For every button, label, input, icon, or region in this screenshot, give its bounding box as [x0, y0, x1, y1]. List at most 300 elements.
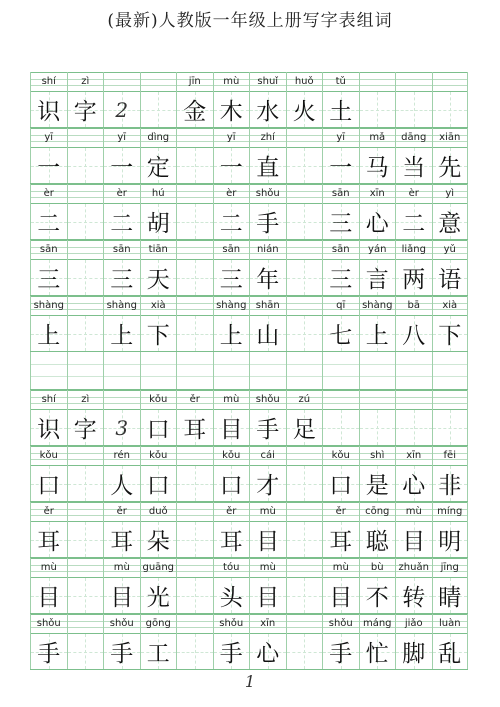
- pinyin-cell: [322, 390, 359, 410]
- character-cell: [359, 316, 396, 351]
- character-cell: [67, 260, 104, 295]
- character-cell: [249, 410, 286, 445]
- pinyin-cell: [359, 558, 396, 578]
- pinyin-cell: [176, 614, 213, 634]
- pinyin-text: zú: [298, 394, 311, 405]
- character-text: 心: [365, 211, 389, 237]
- pinyin-cell: [176, 184, 213, 204]
- character-text: 乱: [438, 641, 462, 667]
- pinyin-cell: [249, 614, 286, 634]
- pinyin-cell: [103, 446, 140, 466]
- character-row: [30, 410, 468, 446]
- pinyin-cell: [322, 502, 359, 522]
- pinyin-text: cōng: [365, 506, 390, 517]
- character-cell: [140, 410, 177, 445]
- pinyin-cell: [103, 184, 140, 204]
- character-cell: [213, 522, 250, 557]
- pinyin-text: dìng: [147, 132, 170, 143]
- pinyin-text: shuǐ: [257, 76, 279, 87]
- character-row: [30, 148, 468, 184]
- character-cell: [395, 148, 432, 183]
- pinyin-text: sān: [331, 188, 350, 199]
- character-row: [30, 204, 468, 240]
- character-cell: [249, 204, 286, 239]
- pinyin-text: èr: [226, 188, 237, 199]
- character-cell: [67, 204, 104, 239]
- character-cell: [322, 466, 359, 501]
- pinyin-cell: [67, 240, 104, 260]
- character-cell: [176, 578, 213, 613]
- character-cell: [322, 522, 359, 557]
- character-cell: [30, 466, 67, 501]
- pinyin-text: sān: [331, 244, 350, 255]
- pinyin-cell: [322, 614, 359, 634]
- character-text: 目: [402, 529, 426, 555]
- pinyin-cell: [103, 296, 140, 316]
- pinyin-cell: [103, 614, 140, 634]
- pinyin-text: rén: [113, 450, 130, 461]
- character-cell: [103, 204, 140, 239]
- pinyin-text: shǒu: [219, 618, 244, 629]
- character-text: 头: [219, 585, 243, 611]
- character-text: 目: [256, 585, 280, 611]
- pinyin-cell: [286, 502, 323, 522]
- character-cell: [140, 260, 177, 295]
- pinyin-text: shǒu: [255, 188, 280, 199]
- character-cell: [286, 148, 323, 183]
- pinyin-text: shǒu: [109, 618, 134, 629]
- pinyin-text: ěr: [226, 506, 237, 517]
- character-text: 马: [365, 155, 389, 181]
- pinyin-row: [30, 184, 468, 204]
- character-text: 上: [365, 323, 389, 349]
- character-text: 目: [219, 417, 243, 443]
- pinyin-text: dāng: [401, 132, 427, 143]
- pinyin-cell: [286, 558, 323, 578]
- pinyin-cell: [67, 390, 104, 410]
- pinyin-cell: [213, 390, 250, 410]
- character-cell: [213, 316, 250, 351]
- pinyin-cell: [249, 446, 286, 466]
- pinyin-text: ěr: [335, 506, 346, 517]
- pinyin-cell: [140, 446, 177, 466]
- pinyin-text: ěr: [116, 506, 127, 517]
- character-text: 耳: [183, 417, 207, 443]
- character-text: 言: [365, 267, 389, 293]
- pinyin-cell: [213, 240, 250, 260]
- pinyin-text: kǒu: [331, 450, 350, 461]
- pinyin-cell: [30, 184, 67, 204]
- pinyin-text: mù: [332, 562, 349, 573]
- pinyin-cell: [30, 390, 67, 410]
- character-cell: [30, 522, 67, 557]
- pinyin-text: cái: [260, 450, 275, 461]
- character-cell: [249, 260, 286, 295]
- pinyin-cell: [395, 390, 432, 410]
- section-2: [30, 390, 468, 670]
- character-text: 年: [256, 267, 280, 293]
- character-cell: [395, 204, 432, 239]
- character-text: 语: [438, 267, 462, 293]
- character-cell: [286, 578, 323, 613]
- character-text: 口: [37, 473, 61, 499]
- character-cell: [286, 204, 323, 239]
- character-cell: [103, 148, 140, 183]
- character-text: 不: [365, 585, 389, 611]
- pinyin-text: xīn: [260, 618, 276, 629]
- character-text: 识: [37, 99, 61, 125]
- character-cell: [249, 148, 286, 183]
- character-text: 非: [438, 473, 462, 499]
- character-row: [30, 634, 468, 670]
- pinyin-text: zì: [81, 394, 90, 405]
- character-text: 字: [73, 99, 97, 125]
- pinyin-row: [30, 72, 468, 92]
- pinyin-cell: [30, 614, 67, 634]
- pinyin-text: yán: [368, 244, 387, 255]
- pinyin-cell: [249, 72, 286, 92]
- character-cell: [322, 316, 359, 351]
- character-cell: [432, 260, 469, 295]
- pinyin-cell: [249, 128, 286, 148]
- character-text: 意: [438, 211, 462, 237]
- character-cell: [67, 578, 104, 613]
- character-cell: [432, 634, 469, 669]
- character-text: 下: [146, 323, 170, 349]
- character-cell: [359, 410, 396, 445]
- pinyin-cell: [140, 240, 177, 260]
- pinyin-cell: [213, 296, 250, 316]
- character-cell: [249, 578, 286, 613]
- character-text: 口: [219, 473, 243, 499]
- pinyin-cell: [249, 502, 286, 522]
- character-row: [30, 522, 468, 558]
- character-text: 一: [219, 155, 243, 181]
- pinyin-text: qī: [336, 300, 346, 311]
- pinyin-cell: [67, 72, 104, 92]
- character-text: 足: [292, 417, 316, 443]
- pinyin-text: sān: [222, 244, 241, 255]
- pinyin-cell: [359, 614, 396, 634]
- pinyin-cell: [140, 184, 177, 204]
- pinyin-cell: [140, 128, 177, 148]
- character-cell: [103, 316, 140, 351]
- character-cell: [322, 410, 359, 445]
- pinyin-text: kǒu: [39, 450, 58, 461]
- pinyin-cell: [30, 72, 67, 92]
- character-text: 直: [256, 155, 280, 181]
- character-cell: [103, 92, 140, 127]
- pinyin-row: [30, 502, 468, 522]
- character-cell: [286, 522, 323, 557]
- pinyin-cell: [103, 128, 140, 148]
- character-cell: [30, 148, 67, 183]
- pinyin-cell: [103, 390, 140, 410]
- pinyin-cell: [286, 184, 323, 204]
- character-cell: [67, 316, 104, 351]
- pinyin-cell: [140, 558, 177, 578]
- pinyin-cell: [103, 72, 140, 92]
- pinyin-text: shí: [41, 76, 56, 87]
- character-text: 目: [110, 585, 134, 611]
- character-row: [30, 466, 468, 502]
- character-text: 土: [329, 99, 353, 125]
- pinyin-cell: [432, 390, 469, 410]
- character-cell: [432, 410, 469, 445]
- pinyin-cell: [359, 446, 396, 466]
- character-text: 心: [256, 641, 280, 667]
- character-text: 识: [37, 417, 61, 443]
- character-cell: [67, 634, 104, 669]
- character-cell: [395, 578, 432, 613]
- character-text: 手: [219, 641, 243, 667]
- character-cell: [140, 522, 177, 557]
- character-cell: [67, 410, 104, 445]
- pinyin-text: xià: [442, 300, 458, 311]
- character-text: 耳: [329, 529, 353, 555]
- pinyin-cell: [30, 446, 67, 466]
- pinyin-text: shàng: [362, 300, 393, 311]
- character-row: [30, 92, 468, 128]
- pinyin-text: èr: [116, 188, 127, 199]
- pinyin-cell: [359, 128, 396, 148]
- pinyin-text: tiān: [148, 244, 168, 255]
- pinyin-cell: [286, 72, 323, 92]
- character-cell: [322, 148, 359, 183]
- pinyin-text: yì: [445, 188, 455, 199]
- pinyin-row: [30, 240, 468, 260]
- pinyin-text: mù: [259, 562, 276, 573]
- character-cell: [249, 522, 286, 557]
- character-text: 手: [110, 641, 134, 667]
- pinyin-text: duǒ: [148, 506, 168, 517]
- page-number: 1: [244, 672, 256, 691]
- pinyin-text: mù: [405, 506, 422, 517]
- character-cell: [30, 316, 67, 351]
- pinyin-text: bā: [407, 300, 420, 311]
- pinyin-text: gōng: [145, 618, 171, 629]
- pinyin-cell: [213, 184, 250, 204]
- pinyin-text: huǒ: [294, 76, 314, 87]
- pinyin-cell: [176, 128, 213, 148]
- character-cell: [322, 578, 359, 613]
- character-text: 三: [329, 211, 353, 237]
- character-cell: [30, 260, 67, 295]
- character-text: 金: [183, 99, 207, 125]
- character-text: 人: [110, 473, 134, 499]
- character-text: 手: [329, 641, 353, 667]
- pinyin-text: mù: [259, 506, 276, 517]
- character-cell: [140, 204, 177, 239]
- pinyin-cell: [322, 128, 359, 148]
- pinyin-text: shǒu: [36, 618, 61, 629]
- character-cell: [176, 204, 213, 239]
- section-1: [30, 72, 468, 352]
- character-cell: [103, 522, 140, 557]
- pinyin-text: luàn: [438, 618, 461, 629]
- character-cell: [322, 92, 359, 127]
- character-cell: [30, 92, 67, 127]
- character-cell: [213, 634, 250, 669]
- character-cell: [67, 92, 104, 127]
- character-text: 一: [110, 155, 134, 181]
- pinyin-cell: [432, 128, 469, 148]
- character-cell: [249, 634, 286, 669]
- character-cell: [395, 410, 432, 445]
- pinyin-text: èr: [43, 188, 54, 199]
- pinyin-row: [30, 296, 468, 316]
- pinyin-text: mǎ: [369, 132, 386, 143]
- character-text: 三: [329, 267, 353, 293]
- pinyin-text: yǔ: [443, 244, 456, 255]
- pinyin-row: [30, 558, 468, 578]
- pinyin-cell: [286, 614, 323, 634]
- character-cell: [322, 204, 359, 239]
- pinyin-cell: [286, 446, 323, 466]
- pinyin-cell: [140, 296, 177, 316]
- character-text: 先: [438, 155, 462, 181]
- pinyin-text: mù: [223, 394, 240, 405]
- pinyin-cell: [395, 240, 432, 260]
- character-cell: [140, 634, 177, 669]
- pinyin-row: [30, 614, 468, 634]
- pinyin-cell: [67, 184, 104, 204]
- character-cell: [432, 466, 469, 501]
- pinyin-text: tóu: [223, 562, 240, 573]
- character-cell: [176, 522, 213, 557]
- character-cell: [432, 92, 469, 127]
- character-cell: [176, 92, 213, 127]
- character-cell: [30, 410, 67, 445]
- character-cell: [395, 466, 432, 501]
- character-text: 一: [37, 155, 61, 181]
- character-cell: [395, 522, 432, 557]
- pinyin-cell: [140, 390, 177, 410]
- pinyin-cell: [67, 128, 104, 148]
- character-cell: [322, 260, 359, 295]
- character-cell: [67, 522, 104, 557]
- pinyin-cell: [286, 240, 323, 260]
- character-cell: [359, 204, 396, 239]
- pinyin-text: sān: [39, 244, 58, 255]
- character-text: 胡: [146, 211, 170, 237]
- pinyin-cell: [176, 558, 213, 578]
- pinyin-text: liǎng: [401, 244, 426, 255]
- pinyin-cell: [359, 240, 396, 260]
- pinyin-row: [30, 128, 468, 148]
- character-text: 目: [329, 585, 353, 611]
- pinyin-cell: [322, 184, 359, 204]
- character-text: 上: [110, 323, 134, 349]
- character-cell: [30, 634, 67, 669]
- pinyin-cell: [322, 296, 359, 316]
- pinyin-cell: [67, 446, 104, 466]
- character-text: 口: [146, 417, 170, 443]
- character-cell: [140, 316, 177, 351]
- character-text: 心: [402, 473, 426, 499]
- character-text: 脚: [402, 641, 426, 667]
- pinyin-cell: [103, 240, 140, 260]
- pinyin-cell: [395, 72, 432, 92]
- page-title: (最新)人教版一年级上册写字表组词: [107, 11, 393, 31]
- character-cell: [103, 634, 140, 669]
- character-text: 七: [329, 323, 353, 349]
- pinyin-cell: [30, 296, 67, 316]
- pinyin-text: hú: [151, 188, 165, 199]
- character-text: 是: [365, 473, 389, 499]
- pinyin-cell: [432, 614, 469, 634]
- character-cell: [359, 148, 396, 183]
- pinyin-text: bù: [370, 562, 384, 573]
- pinyin-cell: [395, 446, 432, 466]
- character-cell: [176, 316, 213, 351]
- character-cell: [213, 260, 250, 295]
- character-text: 两: [402, 267, 426, 293]
- character-text: 耳: [37, 529, 61, 555]
- blank-rule-band: [30, 352, 468, 390]
- pinyin-text: zì: [81, 76, 90, 87]
- pinyin-text: jīng: [440, 562, 459, 573]
- pinyin-cell: [395, 558, 432, 578]
- pinyin-text: shí: [41, 394, 56, 405]
- pinyin-cell: [176, 446, 213, 466]
- pinyin-cell: [359, 296, 396, 316]
- character-text: 忙: [365, 641, 389, 667]
- pinyin-text: kǒu: [149, 450, 168, 461]
- character-cell: [286, 410, 323, 445]
- character-text: 聪: [365, 529, 389, 555]
- pinyin-text: kǒu: [149, 394, 168, 405]
- character-text: 耳: [110, 529, 134, 555]
- pinyin-text: xīn: [369, 188, 385, 199]
- pinyin-text: ěr: [189, 394, 200, 405]
- pinyin-text: mù: [40, 562, 57, 573]
- character-text: 手: [37, 641, 61, 667]
- pinyin-cell: [395, 296, 432, 316]
- pinyin-cell: [67, 502, 104, 522]
- character-text: 定: [146, 155, 170, 181]
- pinyin-text: yī: [117, 132, 127, 143]
- character-cell: [432, 578, 469, 613]
- character-cell: [359, 92, 396, 127]
- pinyin-text: èr: [408, 188, 419, 199]
- pinyin-cell: [249, 390, 286, 410]
- character-cell: [30, 578, 67, 613]
- character-cell: [213, 204, 250, 239]
- character-text: 口: [146, 473, 170, 499]
- character-cell: [67, 148, 104, 183]
- pinyin-text: mù: [223, 76, 240, 87]
- pinyin-cell: [322, 446, 359, 466]
- pinyin-cell: [30, 558, 67, 578]
- pinyin-text: xiān: [439, 132, 461, 143]
- pinyin-text: xià: [150, 300, 166, 311]
- pinyin-cell: [249, 296, 286, 316]
- pinyin-cell: [30, 502, 67, 522]
- character-text: 手: [256, 211, 280, 237]
- character-row: [30, 260, 468, 296]
- character-cell: [359, 634, 396, 669]
- character-cell: [213, 410, 250, 445]
- pinyin-cell: [213, 558, 250, 578]
- pinyin-cell: [395, 502, 432, 522]
- character-cell: [432, 148, 469, 183]
- pinyin-text: guāng: [142, 562, 174, 573]
- character-cell: [176, 260, 213, 295]
- character-cell: [140, 578, 177, 613]
- pinyin-row: [30, 390, 468, 410]
- character-cell: [359, 260, 396, 295]
